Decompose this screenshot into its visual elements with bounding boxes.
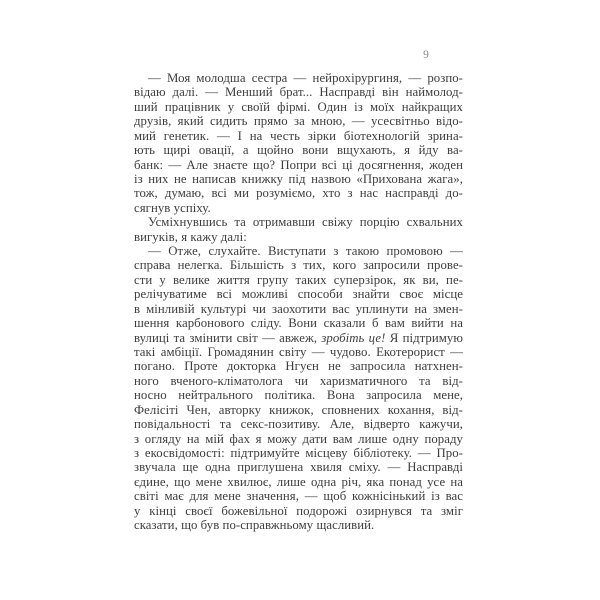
text-run: шення карбонового сліду. Вони сказали б вам вийти на <box>134 316 463 331</box>
text-line <box>134 186 463 200</box>
text-line <box>134 273 463 287</box>
text-line <box>134 316 463 330</box>
text-run: єдине, що мене хвилює, лише одна річ, яка понад усе на <box>134 474 463 489</box>
text-run: — Отже, слухайте. Виступати з такою промовою — <box>148 244 463 259</box>
text-run: з огляду на мій фах я можу дати вам лише одну пораду <box>134 431 463 446</box>
text-line <box>134 71 463 85</box>
text-run: банк: — Але знаєте що? Попри всі ці досягнення, жоден <box>134 157 463 172</box>
text-line <box>134 446 463 460</box>
text-run: звучала ще одна приглушена хвиля сміху. — Насправді <box>134 460 463 475</box>
text-run: у кінці своєї божевільної подорожі озирнувся та зміг <box>134 503 463 518</box>
text-run: релічуватиме всі можливі способи знайти своє місце <box>134 287 463 302</box>
text-line <box>134 158 463 172</box>
text-line <box>134 417 463 431</box>
text-run: погано. Проте докторка Нгуєн не запросила натхнен- <box>134 359 463 374</box>
text-run: сти у велике життя групу таких суперзірок, як ви, пе- <box>134 272 463 287</box>
text-run: носно нейтрального політика. Вона запросила мене, <box>134 388 463 403</box>
text-line <box>134 287 463 301</box>
text-run: світі має для мене значення, — щоб кожнісінький із вас <box>134 489 463 504</box>
text-run: вулиці та змінити світ — авжеж, <box>134 330 322 345</box>
text-run: ший працівник у своїй фірмі. Один із моїх найкращих <box>134 99 463 114</box>
text-line <box>134 460 463 474</box>
text-run: тож, думаю, всі ми розуміємо, хто з нас насправді до- <box>134 186 463 201</box>
text-line <box>134 143 463 157</box>
text-run: в мінливій культурі чи заохотити вас уплинути на змен- <box>134 301 463 316</box>
text-line <box>134 345 463 359</box>
paragraph <box>134 244 463 532</box>
text-line <box>134 388 463 402</box>
text-run: — Моя молодша сестра — нейрохірургиня, — розпо- <box>148 71 463 85</box>
text-run: вигуків, я кажу далі: <box>134 229 247 244</box>
text-run: справа нелегка. Більшість з тих, кого запросили прове- <box>134 258 463 273</box>
text-line <box>134 244 463 258</box>
page-number: 9 <box>423 49 429 61</box>
text-line <box>134 302 463 316</box>
text-line <box>134 518 463 532</box>
text-line <box>134 114 463 128</box>
text-line <box>134 359 463 373</box>
text-line <box>134 331 463 345</box>
text-run: такі амбіції. Громадянин світу — чудово. Екотерорист — <box>134 345 463 360</box>
text-run: із них не написав книжку під назвою «Прихована жага», <box>134 171 463 186</box>
text-run: ного вченого-кліматолога чи харизматичного та від- <box>134 373 463 388</box>
text-line <box>134 230 463 244</box>
text-run: Фелісіті Чен, авторку книжок, сповнених кохання, від- <box>134 402 463 417</box>
text-run: повідальності та секс-позитиву. Але, відверто кажучи, <box>134 417 463 432</box>
text-run: Я підтримую <box>385 330 463 345</box>
text-line <box>134 403 463 417</box>
text-run: ють щирі овації, а щойно вони вщухають, я йду ва- <box>134 143 463 158</box>
text-run: сягнув успіху. <box>134 200 211 215</box>
text-line <box>134 215 463 229</box>
text-run: сказати, що був по-справжньому щасливий. <box>134 518 375 533</box>
text-run: Усміхнувшись та отримавши свіжу порцію схвальних <box>148 215 463 230</box>
text-line <box>134 85 463 99</box>
page-text <box>134 71 463 533</box>
italic-text-run: зробіть це! <box>321 330 386 345</box>
text-line <box>134 129 463 143</box>
text-line <box>134 100 463 114</box>
paragraph <box>134 71 463 215</box>
text-line <box>134 432 463 446</box>
paragraph <box>134 215 463 244</box>
text-line <box>134 475 463 489</box>
text-run: з екосвідомості: підтримуйте місцеву бібліотеку. — Про- <box>134 445 463 460</box>
text-line <box>134 258 463 272</box>
text-line <box>134 504 463 518</box>
text-line <box>134 172 463 186</box>
text-line <box>134 489 463 503</box>
text-line <box>134 374 463 388</box>
text-run: мий генетик. — І на честь зірки біотехнологій зрина- <box>134 128 463 143</box>
text-run: відаю далі. — Менший брат... Насправді він наймолод- <box>134 85 463 100</box>
text-line <box>134 201 463 215</box>
text-run: друзів, який сидить прямо за мною, — усесвітньо відо- <box>134 114 463 129</box>
